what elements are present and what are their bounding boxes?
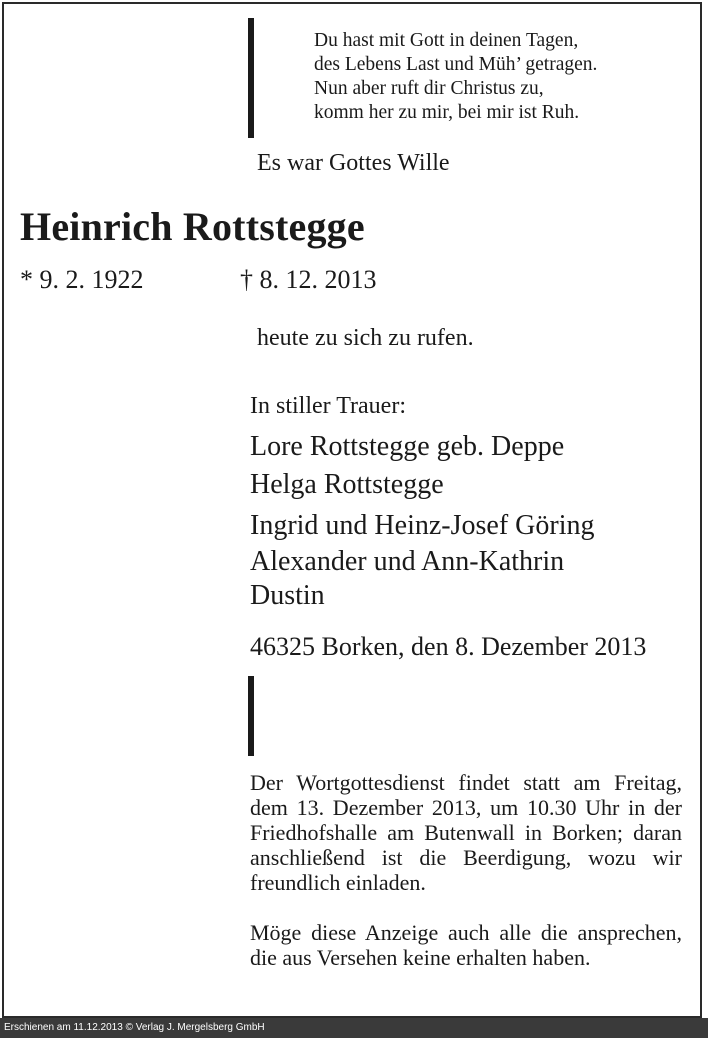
decorative-bar-bottom	[248, 676, 254, 756]
mourning-heading: In stiller Trauer:	[250, 393, 406, 419]
note-paragraph: Möge diese Anzeige auch alle die ansprechen, die aus Versehen keine erhalten haben.	[250, 920, 682, 970]
mourner-name: Alexander und Ann-Kathrin	[250, 546, 565, 577]
deceased-name: Heinrich Rottstegge	[20, 204, 365, 249]
birth-date: * 9. 2. 1922	[20, 265, 144, 294]
poem-line: des Lebens Last und Müh’ getragen.	[314, 54, 598, 75]
mourner-name: Lore Rottstegge geb. Deppe	[250, 431, 565, 462]
footer-credit: Erschienen am 11.12.2013 © Verlag J. Mergelsberg GmbH	[0, 1018, 708, 1038]
poem-block	[314, 29, 597, 125]
mourner-name: Ingrid und Heinz-Josef Göring	[250, 510, 595, 541]
poem-line: Du hast mit Gott in deinen Tagen,	[314, 30, 579, 51]
mourner-name: Helga Rottstegge	[250, 469, 444, 500]
death-date: † 8. 12. 2013	[240, 265, 377, 294]
service-paragraph: Der Wortgottesdienst findet statt am Freitag, dem 13. Dezember 2013, um 10.30 Uhr in der Friedhofshalle am Butenwall in Borken; daran anschließend ist die Beerdigung, wozu wir freundlich einladen.	[250, 770, 682, 895]
place-date: 46325 Borken, den 8. Dezember 2013	[250, 632, 647, 661]
poem-line: Nun aber ruft dir Christus zu,	[314, 78, 544, 99]
mourner-name: Dustin	[250, 580, 325, 611]
mourner-list	[250, 428, 594, 613]
decorative-bar-top	[248, 18, 254, 138]
motto: Es war Gottes Wille	[257, 150, 450, 176]
call-text: heute zu sich zu rufen.	[257, 325, 474, 351]
poem-line: komm her zu mir, bei mir ist Ruh.	[314, 102, 580, 123]
